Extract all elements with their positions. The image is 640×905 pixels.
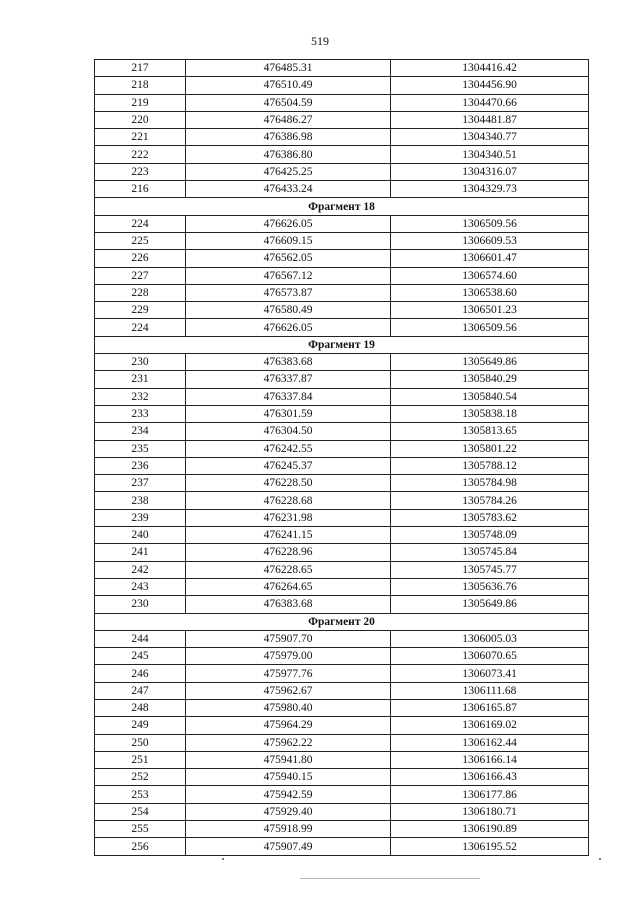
- x-coordinate-cell: 475929.40: [186, 803, 391, 820]
- table-row: [95, 717, 589, 734]
- x-coordinate-cell: 476609.15: [186, 232, 391, 249]
- table-row: [95, 94, 589, 111]
- point-number-cell: 243: [95, 578, 186, 595]
- point-number-cell: 239: [95, 509, 186, 526]
- table-row: [95, 60, 589, 77]
- point-number-cell: 253: [95, 786, 186, 803]
- table-row: [95, 596, 589, 613]
- y-coordinate-cell: 1305813.65: [391, 423, 589, 440]
- table-row: [95, 527, 589, 544]
- table-row: [95, 284, 589, 301]
- x-coordinate-cell: 476231.98: [186, 509, 391, 526]
- y-coordinate-cell: 1305783.62: [391, 509, 589, 526]
- y-coordinate-cell: 1305801.22: [391, 440, 589, 457]
- table-row: [95, 751, 589, 768]
- y-coordinate-cell: 1305840.29: [391, 371, 589, 388]
- y-coordinate-cell: 1305840.54: [391, 388, 589, 405]
- table-row: [95, 181, 589, 198]
- y-coordinate-cell: 1306509.56: [391, 319, 589, 336]
- y-coordinate-cell: 1306538.60: [391, 284, 589, 301]
- y-coordinate-cell: 1306005.03: [391, 630, 589, 647]
- point-number-cell: 226: [95, 250, 186, 267]
- x-coordinate-cell: 476386.80: [186, 146, 391, 163]
- x-coordinate-cell: 476626.05: [186, 215, 391, 232]
- x-coordinate-cell: 475962.67: [186, 682, 391, 699]
- x-coordinate-cell: 475940.15: [186, 769, 391, 786]
- point-number-cell: 234: [95, 423, 186, 440]
- y-coordinate-cell: 1305649.86: [391, 596, 589, 613]
- x-coordinate-cell: 475907.49: [186, 838, 391, 855]
- y-coordinate-cell: 1304416.42: [391, 60, 589, 77]
- section-heading-row: [95, 198, 589, 215]
- x-coordinate-cell: 475979.00: [186, 648, 391, 665]
- table-row: [95, 267, 589, 284]
- table-row: [95, 492, 589, 509]
- table-row: [95, 821, 589, 838]
- section-heading-row: [95, 613, 589, 630]
- y-coordinate-cell: 1306195.52: [391, 838, 589, 855]
- table-row: [95, 111, 589, 128]
- table-row: [95, 578, 589, 595]
- point-number-cell: 245: [95, 648, 186, 665]
- y-coordinate-cell: 1306574.60: [391, 267, 589, 284]
- x-coordinate-cell: 476304.50: [186, 423, 391, 440]
- point-number-cell: 238: [95, 492, 186, 509]
- section-heading: Фрагмент 20: [95, 613, 589, 630]
- table-row: [95, 699, 589, 716]
- table-row: [95, 354, 589, 371]
- point-number-cell: 249: [95, 717, 186, 734]
- point-number-cell: 224: [95, 319, 186, 336]
- coordinates-table-body: [95, 60, 589, 856]
- table-row: [95, 509, 589, 526]
- point-number-cell: 242: [95, 561, 186, 578]
- y-coordinate-cell: 1306169.02: [391, 717, 589, 734]
- y-coordinate-cell: 1306111.68: [391, 682, 589, 699]
- point-number-cell: 230: [95, 596, 186, 613]
- page-bottom-divider: [300, 878, 480, 879]
- x-coordinate-cell: 476573.87: [186, 284, 391, 301]
- point-number-cell: 225: [95, 232, 186, 249]
- scan-speck: [599, 858, 601, 860]
- point-number-cell: 252: [95, 769, 186, 786]
- table-row: [95, 146, 589, 163]
- point-number-cell: 248: [95, 699, 186, 716]
- y-coordinate-cell: 1306166.43: [391, 769, 589, 786]
- table-row: [95, 457, 589, 474]
- x-coordinate-cell: 476567.12: [186, 267, 391, 284]
- x-coordinate-cell: 476504.59: [186, 94, 391, 111]
- x-coordinate-cell: 475977.76: [186, 665, 391, 682]
- x-coordinate-cell: 476486.27: [186, 111, 391, 128]
- y-coordinate-cell: 1305745.84: [391, 544, 589, 561]
- point-number-cell: 247: [95, 682, 186, 699]
- x-coordinate-cell: 476245.37: [186, 457, 391, 474]
- table-row: [95, 648, 589, 665]
- y-coordinate-cell: 1306177.86: [391, 786, 589, 803]
- table-row: [95, 630, 589, 647]
- table-row: [95, 803, 589, 820]
- y-coordinate-cell: 1305636.76: [391, 578, 589, 595]
- page-number: 519: [311, 34, 329, 48]
- y-coordinate-cell: 1304481.87: [391, 111, 589, 128]
- table-row: [95, 371, 589, 388]
- y-coordinate-cell: 1304470.66: [391, 94, 589, 111]
- point-number-cell: 223: [95, 163, 186, 180]
- point-number-cell: 254: [95, 803, 186, 820]
- y-coordinate-cell: 1306162.44: [391, 734, 589, 751]
- point-number-cell: 231: [95, 371, 186, 388]
- y-coordinate-cell: 1304329.73: [391, 181, 589, 198]
- x-coordinate-cell: 475942.59: [186, 786, 391, 803]
- y-coordinate-cell: 1306501.23: [391, 302, 589, 319]
- table-row: [95, 163, 589, 180]
- x-coordinate-cell: 476510.49: [186, 77, 391, 94]
- coordinates-table: [94, 59, 589, 856]
- x-coordinate-cell: 476626.05: [186, 319, 391, 336]
- x-coordinate-cell: 476425.25: [186, 163, 391, 180]
- point-number-cell: 251: [95, 751, 186, 768]
- table-row: [95, 129, 589, 146]
- y-coordinate-cell: 1306073.41: [391, 665, 589, 682]
- section-heading: Фрагмент 19: [95, 336, 589, 353]
- x-coordinate-cell: 476228.65: [186, 561, 391, 578]
- y-coordinate-cell: 1304316.07: [391, 163, 589, 180]
- y-coordinate-cell: 1306190.89: [391, 821, 589, 838]
- x-coordinate-cell: 476228.68: [186, 492, 391, 509]
- y-coordinate-cell: 1305748.09: [391, 527, 589, 544]
- table-row: [95, 838, 589, 855]
- table-row: [95, 475, 589, 492]
- x-coordinate-cell: 475918.99: [186, 821, 391, 838]
- point-number-cell: 236: [95, 457, 186, 474]
- y-coordinate-cell: 1305649.86: [391, 354, 589, 371]
- x-coordinate-cell: 475941.80: [186, 751, 391, 768]
- point-number-cell: 241: [95, 544, 186, 561]
- y-coordinate-cell: 1304340.77: [391, 129, 589, 146]
- y-coordinate-cell: 1306165.87: [391, 699, 589, 716]
- y-coordinate-cell: 1305788.12: [391, 457, 589, 474]
- x-coordinate-cell: 476337.84: [186, 388, 391, 405]
- point-number-cell: 216: [95, 181, 186, 198]
- x-coordinate-cell: 476383.68: [186, 354, 391, 371]
- table-row: [95, 544, 589, 561]
- y-coordinate-cell: 1306609.53: [391, 232, 589, 249]
- section-heading: Фрагмент 18: [95, 198, 589, 215]
- point-number-cell: 228: [95, 284, 186, 301]
- point-number-cell: 222: [95, 146, 186, 163]
- table-row: [95, 423, 589, 440]
- point-number-cell: 244: [95, 630, 186, 647]
- point-number-cell: 229: [95, 302, 186, 319]
- x-coordinate-cell: 476241.15: [186, 527, 391, 544]
- table-row: [95, 232, 589, 249]
- table-row: [95, 215, 589, 232]
- table-row: [95, 302, 589, 319]
- x-coordinate-cell: 476337.87: [186, 371, 391, 388]
- point-number-cell: 227: [95, 267, 186, 284]
- x-coordinate-cell: 476301.59: [186, 405, 391, 422]
- y-coordinate-cell: 1305745.77: [391, 561, 589, 578]
- y-coordinate-cell: 1306070.65: [391, 648, 589, 665]
- point-number-cell: 221: [95, 129, 186, 146]
- table-row: [95, 665, 589, 682]
- x-coordinate-cell: 476580.49: [186, 302, 391, 319]
- x-coordinate-cell: 476383.68: [186, 596, 391, 613]
- y-coordinate-cell: 1305784.26: [391, 492, 589, 509]
- y-coordinate-cell: 1306509.56: [391, 215, 589, 232]
- table-row: [95, 77, 589, 94]
- point-number-cell: 230: [95, 354, 186, 371]
- y-coordinate-cell: 1304340.51: [391, 146, 589, 163]
- y-coordinate-cell: 1305838.18: [391, 405, 589, 422]
- x-coordinate-cell: 476386.98: [186, 129, 391, 146]
- table-row: [95, 319, 589, 336]
- point-number-cell: 256: [95, 838, 186, 855]
- point-number-cell: 246: [95, 665, 186, 682]
- y-coordinate-cell: 1306180.71: [391, 803, 589, 820]
- y-coordinate-cell: 1306166.14: [391, 751, 589, 768]
- table-row: [95, 440, 589, 457]
- x-coordinate-cell: 475907.70: [186, 630, 391, 647]
- x-coordinate-cell: 475962.22: [186, 734, 391, 751]
- table-row: [95, 734, 589, 751]
- x-coordinate-cell: 475980.40: [186, 699, 391, 716]
- point-number-cell: 220: [95, 111, 186, 128]
- table-row: [95, 405, 589, 422]
- point-number-cell: 235: [95, 440, 186, 457]
- table-row: [95, 682, 589, 699]
- point-number-cell: 217: [95, 60, 186, 77]
- y-coordinate-cell: 1306601.47: [391, 250, 589, 267]
- table-row: [95, 786, 589, 803]
- x-coordinate-cell: 476264.65: [186, 578, 391, 595]
- x-coordinate-cell: 476228.96: [186, 544, 391, 561]
- point-number-cell: 218: [95, 77, 186, 94]
- x-coordinate-cell: 476562.05: [186, 250, 391, 267]
- point-number-cell: 237: [95, 475, 186, 492]
- point-number-cell: 219: [95, 94, 186, 111]
- point-number-cell: 224: [95, 215, 186, 232]
- point-number-cell: 240: [95, 527, 186, 544]
- table-row: [95, 250, 589, 267]
- point-number-cell: 232: [95, 388, 186, 405]
- section-heading-row: [95, 336, 589, 353]
- y-coordinate-cell: 1305784.98: [391, 475, 589, 492]
- x-coordinate-cell: 476485.31: [186, 60, 391, 77]
- x-coordinate-cell: 476433.24: [186, 181, 391, 198]
- scan-speck: [222, 858, 224, 860]
- y-coordinate-cell: 1304456.90: [391, 77, 589, 94]
- table-row: [95, 561, 589, 578]
- point-number-cell: 255: [95, 821, 186, 838]
- x-coordinate-cell: 476228.50: [186, 475, 391, 492]
- x-coordinate-cell: 475964.29: [186, 717, 391, 734]
- point-number-cell: 250: [95, 734, 186, 751]
- table-row: [95, 388, 589, 405]
- x-coordinate-cell: 476242.55: [186, 440, 391, 457]
- table-row: [95, 769, 589, 786]
- point-number-cell: 233: [95, 405, 186, 422]
